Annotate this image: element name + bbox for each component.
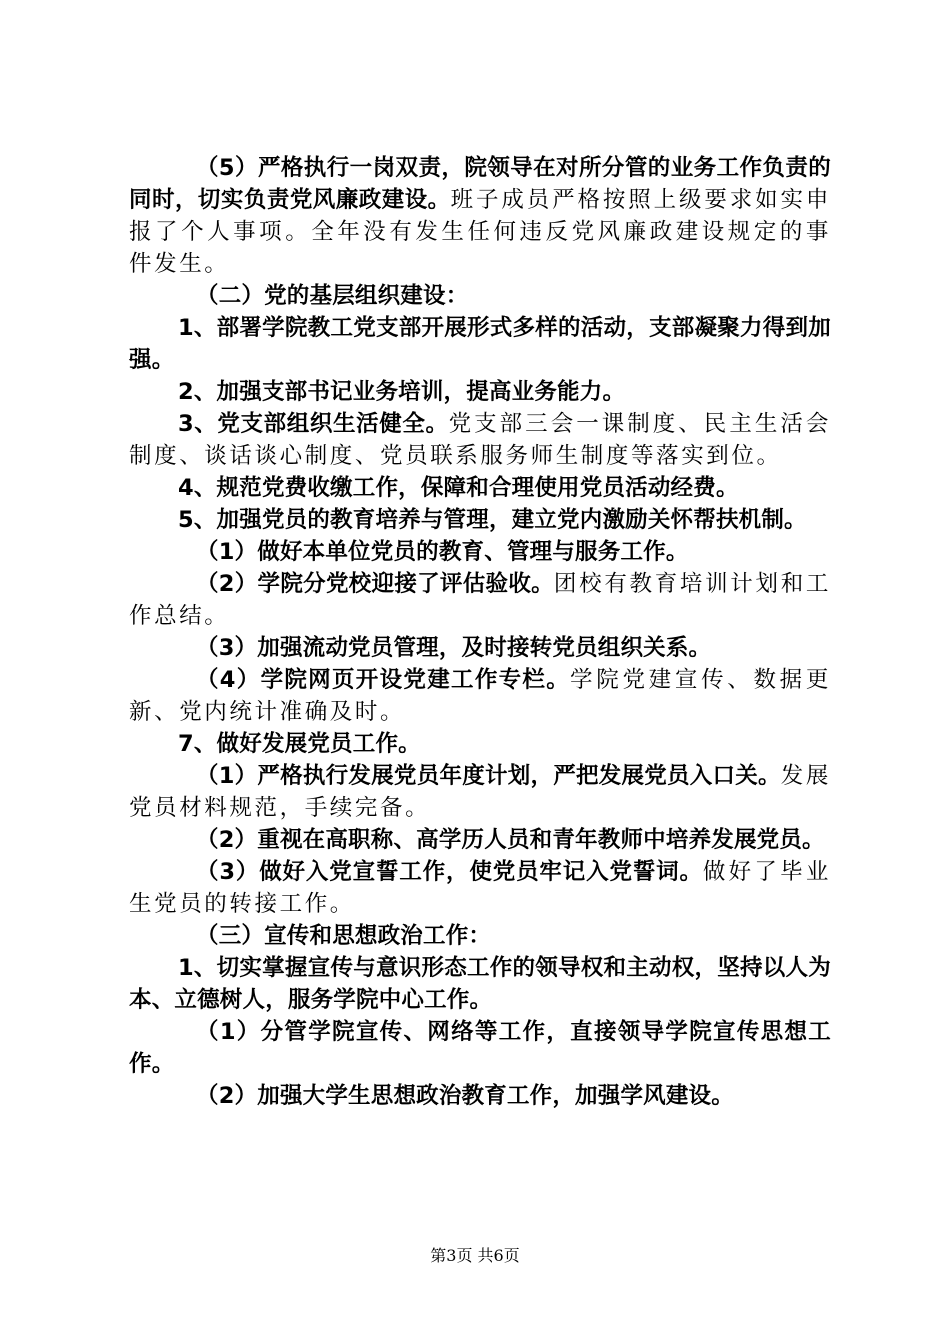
paragraph-bold-text: 5、加强党员的教育培养与管理，建立党内激励关怀帮扶机制。 — [178, 507, 807, 533]
paragraph-bold-text: 1、部署学院教工党支部开展形式多样的活动，支部凝聚力得到加强。 — [129, 315, 831, 373]
page-footer — [0, 1243, 950, 1266]
paragraph-normal-text: 党支部三会一课制度、民主生活会制度、谈话谈心制度、党员联系服务师生制度等落实到位。 — [129, 411, 831, 469]
paragraph-normal-text: 学院党建宣传、数据更新、党内统计准确及时。 — [129, 667, 831, 725]
paragraph-bold-text: （2）加强大学生思想政治教育工作，加强学风建设。 — [196, 1083, 734, 1109]
paragraph-normal-text: 做好了毕业生党员的转接工作。 — [129, 859, 831, 917]
paragraph-bold-text: （三）宣传和思想政治工作： — [196, 923, 492, 949]
paragraph-item-5 — [129, 504, 831, 536]
paragraph-normal-text: 发展党员材料规范，手续完备。 — [129, 763, 832, 821]
page-number-label: 第3页 共6页 — [430, 1246, 520, 1265]
paragraph-item-7 — [129, 728, 831, 760]
paragraph-bold-text: （1）严格执行发展党员年度计划，严把发展党员入口关。 — [196, 763, 781, 789]
paragraph-item-2 — [129, 376, 831, 408]
paragraph-bold-text: （3）加强流动党员管理，及时接转党员组织关系。 — [196, 635, 712, 661]
paragraph-bold-text: （5）严格执行一岗双责，院领导在对所分管的业务工作负责的同时，切实负责党风廉政建设。 — [129, 155, 831, 213]
paragraph-subitem-2c — [129, 1080, 831, 1112]
paragraph-bold-text: （2）学院分党校迎接了评估验收。 — [196, 571, 554, 597]
paragraph-normal-text: 团校有教育培训计划和工作总结。 — [129, 571, 831, 629]
paragraph-bold-text: （2）重视在高职称、高学历人员和青年教师中培养发展党员。 — [196, 827, 825, 853]
document-body — [129, 152, 831, 1112]
paragraph-bold-text: 7、做好发展党员工作。 — [178, 731, 421, 757]
paragraph-subitem-1b — [129, 760, 831, 824]
paragraph-subitem-1 — [129, 536, 831, 568]
paragraph-subitem-3 — [129, 632, 831, 664]
paragraph-subitem-4 — [129, 664, 831, 728]
paragraph-bold-text: 1、切实掌握宣传与意识形态工作的领导权和主动权，坚持以人为本、立德树人，服务学院中心工作。 — [129, 955, 831, 1013]
paragraph-bold-text: （二）党的基层组织建设： — [196, 283, 469, 309]
paragraph-bold-text: 3、党支部组织生活健全。 — [178, 411, 449, 437]
section-heading-propaganda — [129, 920, 831, 952]
paragraph-normal-text: 班子成员严格按照上级要求如实申报了个人事项。全年没有发生任何违反党风廉政建设规定的事件发生。 — [129, 187, 831, 277]
paragraph-bold-text: （1）分管学院宣传、网络等工作，直接领导学院宣传思想工作。 — [129, 1019, 831, 1077]
paragraph-bold-text: （3）做好入党宣誓工作，使党员牢记入党誓词。 — [196, 859, 703, 885]
paragraph-item-3 — [129, 408, 831, 472]
paragraph-subitem-3b — [129, 856, 831, 920]
paragraph-5-clean-governance — [129, 152, 831, 280]
section-heading-grassroots — [129, 280, 831, 312]
paragraph-item-4 — [129, 472, 831, 504]
paragraph-subitem-2 — [129, 568, 831, 632]
paragraph-subitem-1c — [129, 1016, 831, 1080]
paragraph-bold-text: 4、规范党费收缴工作，保障和合理使用党员活动经费。 — [178, 475, 739, 501]
paragraph-item-1 — [129, 312, 831, 376]
paragraph-bold-text: （1）做好本单位党员的教育、管理与服务工作。 — [196, 539, 689, 565]
paragraph-subitem-2b — [129, 824, 831, 856]
paragraph-bold-text: （4）学院网页开设党建工作专栏。 — [196, 667, 571, 693]
paragraph-item-1c — [129, 952, 831, 1016]
paragraph-bold-text: 2、加强支部书记业务培训，提高业务能力。 — [178, 379, 626, 405]
